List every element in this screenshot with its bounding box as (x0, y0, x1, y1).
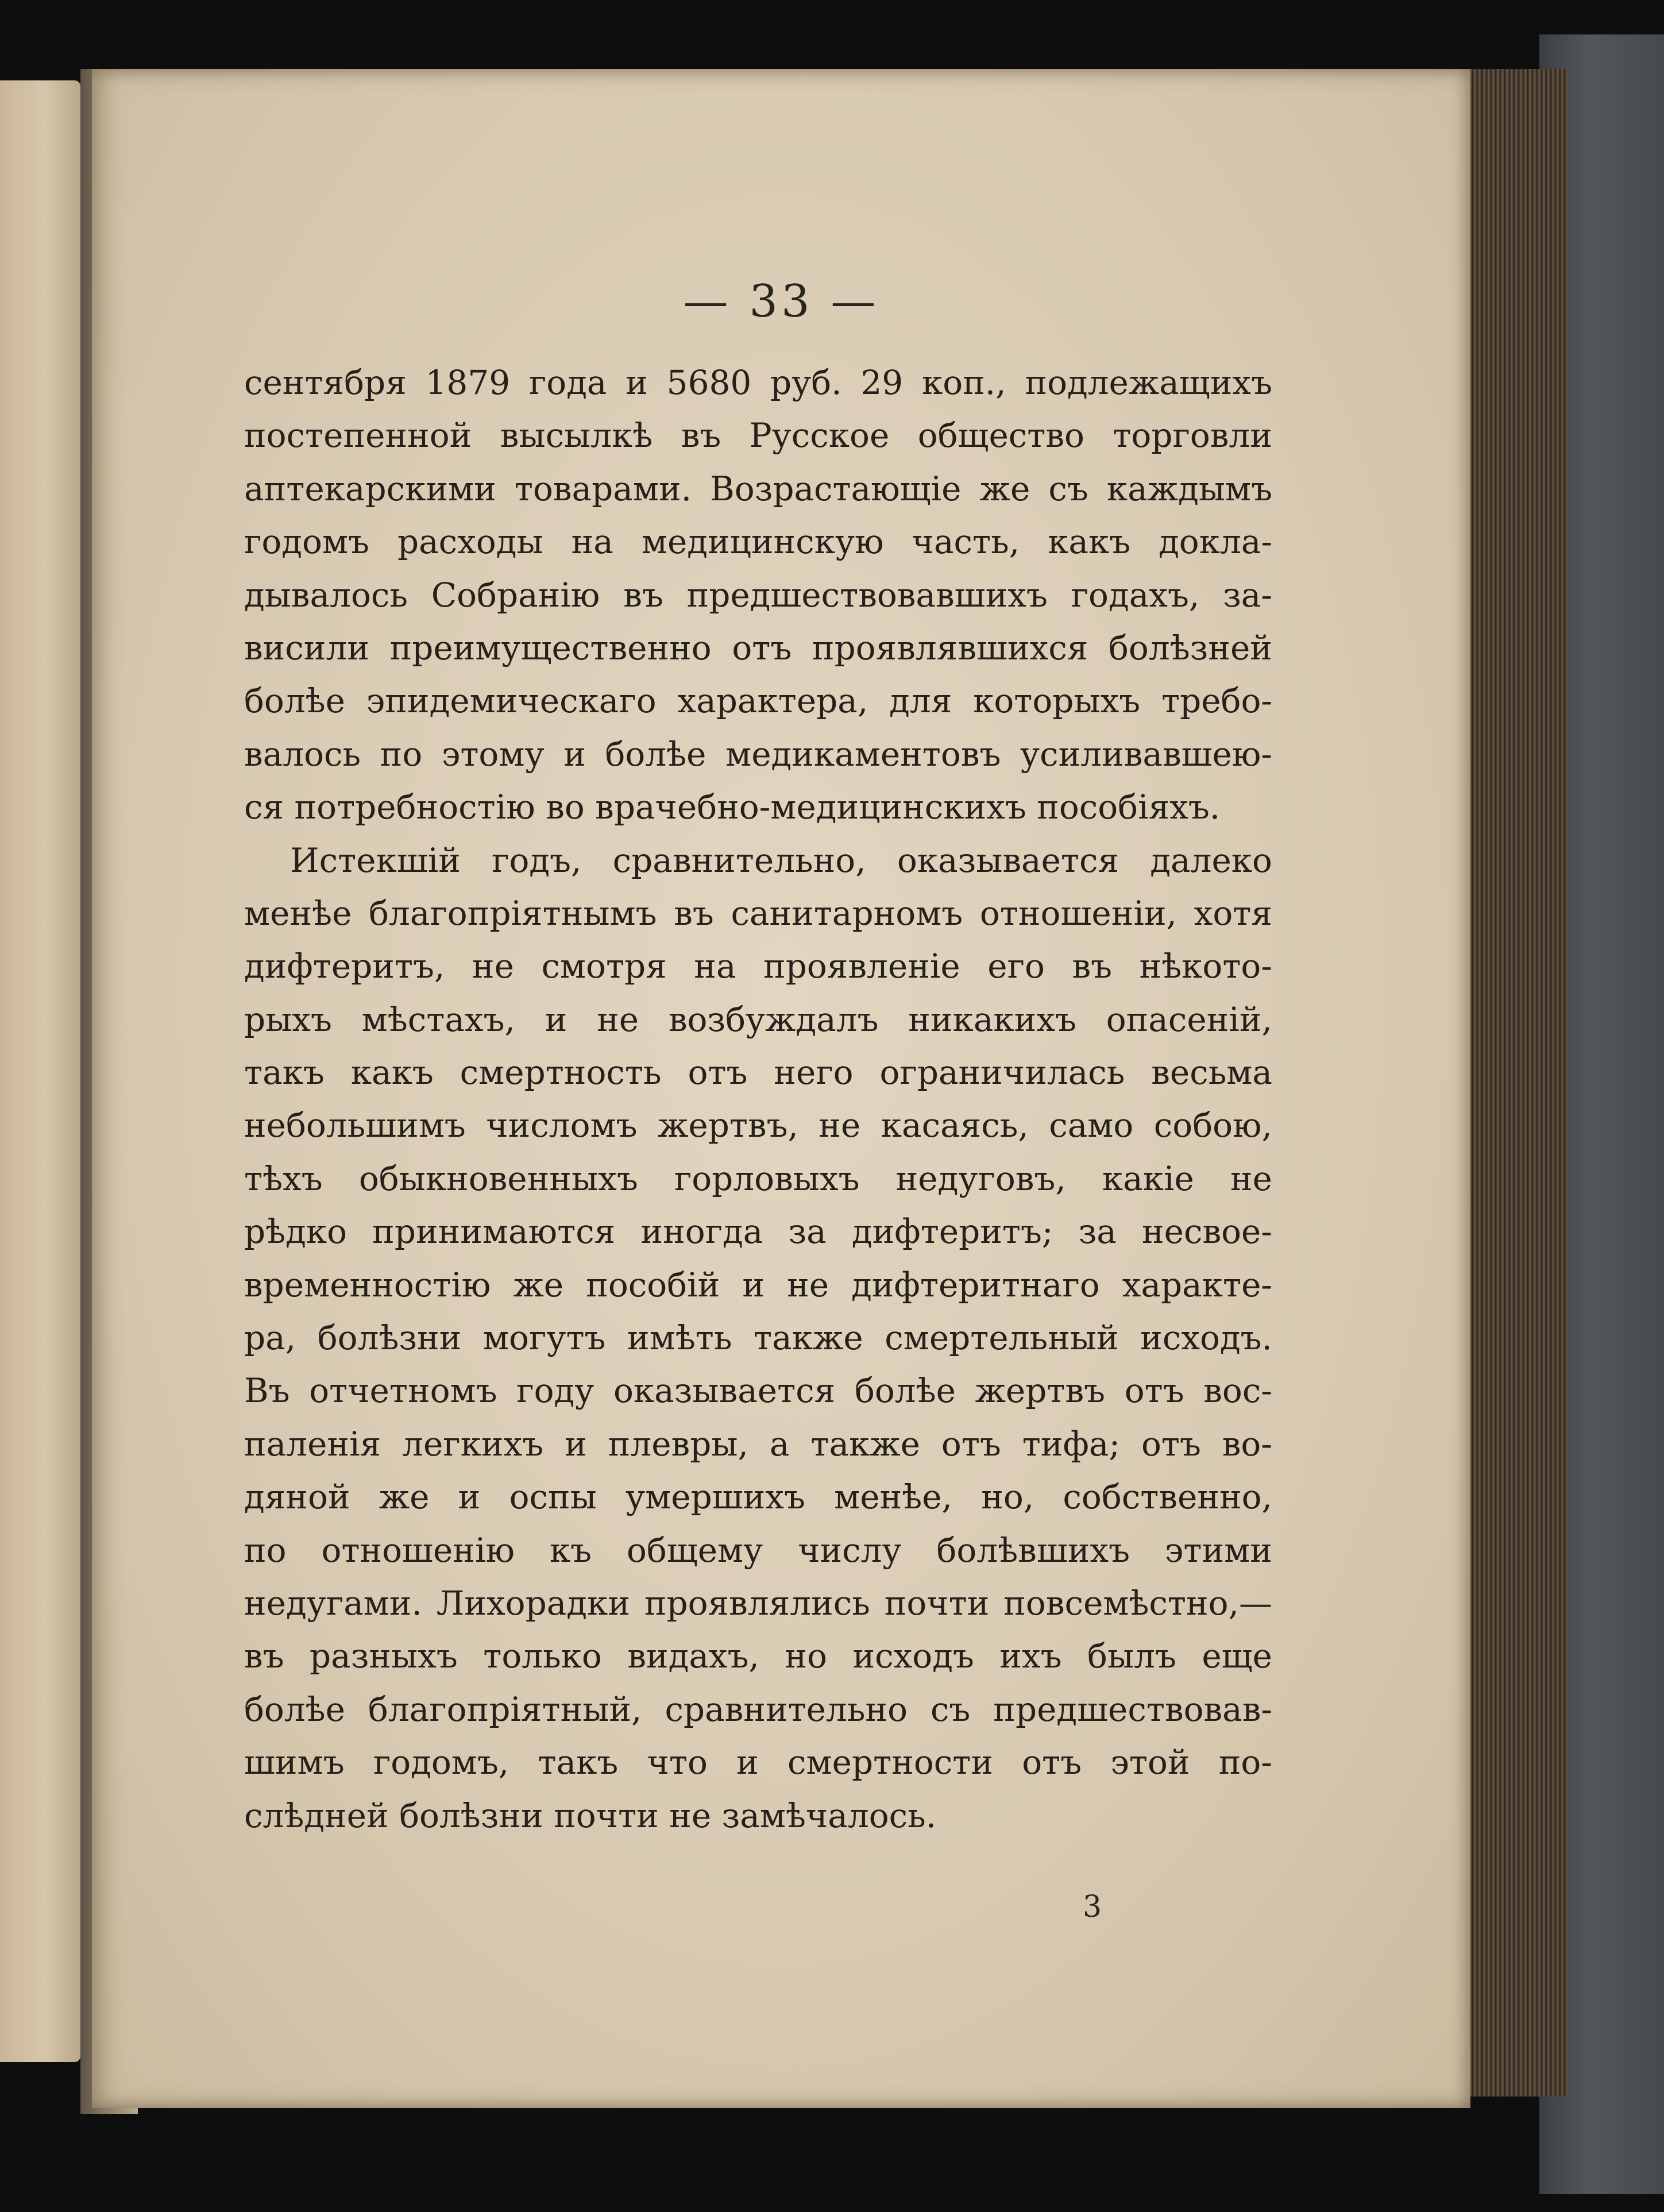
text-line: годомъ расходы на медицинскую часть, какъ докла- (244, 522, 1272, 562)
book-page (92, 69, 1470, 2108)
paragraph (244, 356, 1272, 834)
text-line: тѣхъ обыкновенныхъ горловыхъ недуговъ, какіе не (244, 1159, 1272, 1198)
paragraph (244, 834, 1272, 1842)
text-line: по отношенію къ общему числу болѣвшихъ этими (244, 1530, 1272, 1570)
text-line: Въ отчетномъ году оказывается болѣе жертвъ отъ вос- (244, 1371, 1272, 1411)
text-line: небольшимъ числомъ жертвъ, не касаясь, само собою, (244, 1106, 1272, 1145)
page-edges (1468, 69, 1568, 2097)
text-line: висили преимущественно отъ проявлявшихся болѣзней (244, 628, 1272, 667)
text-line: сентября 1879 года и 5680 руб. 29 коп., подлежащихъ (244, 363, 1272, 402)
text-line: валось по этому и болѣе медикаментовъ усиливавшею- (244, 734, 1272, 774)
text-line: рѣдко принимаются иногда за дифтеритъ; за несвое- (244, 1212, 1272, 1252)
text-line: недугами. Лихорадки проявлялись почти повсемѣстно,— (244, 1583, 1272, 1623)
text-line: дифтеритъ, не смотря на проявленіе его въ нѣкото- (244, 947, 1272, 986)
text-line: въ разныхъ только видахъ, но исходъ ихъ былъ еще (244, 1636, 1272, 1676)
text-line: дяной же и оспы умершихъ менѣе, но, собственно, (244, 1477, 1272, 1517)
text-line: болѣе благопріятный, сравнительно съ предшествовав- (244, 1689, 1272, 1729)
page-number: — 33 — (683, 276, 879, 327)
text-line: Истекшій годъ, сравнительно, оказывается далеко (290, 840, 1272, 880)
text-line: рыхъ мѣстахъ, и не возбуждалъ никакихъ опасеній, (244, 999, 1272, 1039)
text-line: постепенной высылкѣ въ Русское общество торговли (244, 416, 1272, 455)
text-line: слѣдней болѣзни почти не замѣчалось. (244, 1796, 937, 1835)
text-line: такъ какъ смертность отъ него ограничилась весьма (244, 1053, 1272, 1093)
text-line: паленія легкихъ и плевры, а также отъ тифа; отъ во- (244, 1424, 1272, 1464)
body-text (244, 356, 1272, 1842)
text-line: дывалось Собранію въ предшествовавшихъ годахъ, за- (244, 575, 1272, 615)
text-line: аптекарскими товарами. Возрастающіе же съ каждымъ (244, 469, 1272, 508)
signature-mark: 3 (1083, 1890, 1102, 1924)
text-line: ра, болѣзни могутъ имѣть также смертельный исходъ. (244, 1318, 1272, 1358)
text-line: болѣе эпидемическаго характера, для которыхъ требо- (244, 681, 1272, 721)
text-line: временностію же пособій и не дифтеритнаго характе- (244, 1265, 1272, 1304)
left-page-edge (0, 80, 80, 2062)
text-line: ся потребностію во врачебно-медицинскихъ пособіяхъ. (244, 787, 1221, 827)
text-line: менѣе благопріятнымъ въ санитарномъ отношеніи, хотя (244, 893, 1272, 933)
text-line: шимъ годомъ, такъ что и смертности отъ этой по- (244, 1743, 1272, 1782)
